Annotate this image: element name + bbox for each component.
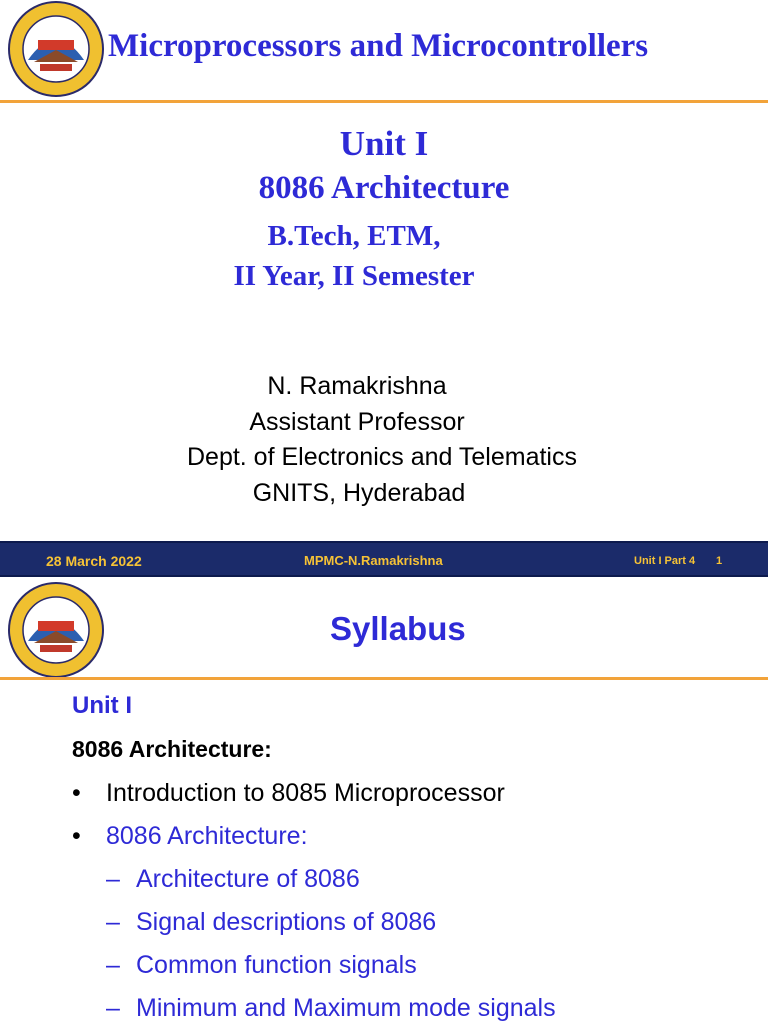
sub-item-text: Minimum and Maximum mode signals <box>136 994 556 1022</box>
list-item <box>72 822 308 851</box>
author-role: Assistant Professor <box>249 408 465 436</box>
sub-item-text: Signal descriptions of 8086 <box>136 908 437 936</box>
author-institute: GNITS, Hyderabad <box>252 479 466 507</box>
footer-page-number: 1 <box>716 555 723 567</box>
sub-list-item <box>106 908 436 937</box>
bullet-icon: • <box>72 779 81 807</box>
list-item-text: Introduction to 8085 Microprocessor <box>106 779 505 807</box>
program-line: B.Tech, ETM, <box>267 220 441 252</box>
sub-item-text: Architecture of 8086 <box>136 865 360 893</box>
subject-heading: 8086 Architecture <box>258 170 510 206</box>
dash-icon: – <box>106 865 120 893</box>
course-title: Microprocessors and Microcontrollers <box>108 28 649 64</box>
title-underline <box>0 677 768 680</box>
year-line: II Year, II Semester <box>233 260 475 292</box>
section-label: 8086 Architecture: <box>72 736 272 762</box>
author-department: Dept. of Electronics and Telematics <box>186 443 577 471</box>
footer-date: 28 March 2022 <box>46 553 142 569</box>
institute-logo <box>4 0 108 98</box>
slide-footer <box>0 541 768 577</box>
syllabus-title: Syllabus <box>330 610 466 647</box>
author-name: N. Ramakrishna <box>267 372 447 400</box>
institute-logo <box>4 581 108 679</box>
unit-label: Unit I <box>72 692 132 719</box>
list-item <box>72 779 505 808</box>
footer-part: Unit I Part 4 <box>634 555 696 567</box>
footer-author: MPMC-N.Ramakrishna <box>304 553 443 568</box>
sub-item-text: Common function signals <box>136 951 417 979</box>
list-item-text: 8086 Architecture: <box>106 822 308 850</box>
unit-heading: Unit I <box>339 124 429 163</box>
sub-list-item <box>106 865 360 894</box>
dash-icon: – <box>106 908 120 936</box>
dash-icon: – <box>106 951 120 979</box>
dash-icon: – <box>106 994 120 1022</box>
title-underline <box>0 100 768 103</box>
sub-list-item <box>106 994 556 1023</box>
sub-list-item <box>106 951 417 980</box>
bullet-icon: • <box>72 822 81 850</box>
